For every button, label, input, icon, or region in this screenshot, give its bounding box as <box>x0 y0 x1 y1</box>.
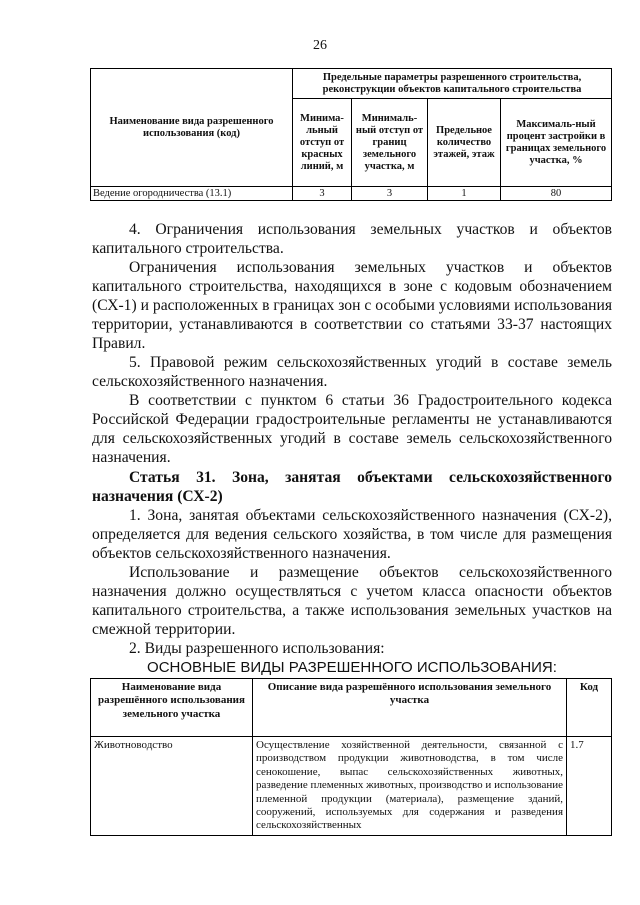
article-paragraph-1: 1. Зона, занятая объектами сельскохозяйственного назначения (СХ-2), определяется для ведения сельского хозяйства, в том числе для размещения объектов сельскохозяйственного назначения. <box>92 507 612 562</box>
params-col-min-border: Минималь-ный отступ от границ земельного участка, м <box>352 99 428 187</box>
article-heading: Статья 31. Зона, занятая объектами сельскохозяйственного назначения (СХ-2) <box>92 469 612 505</box>
article-paragraph-2: 2. Виды разрешенного использования: <box>129 640 385 657</box>
uses-col-desc: Описание вида разрешённого использования земельного участка <box>253 679 567 737</box>
params-col-max-pct: Максималь-ный процент застройки в границах земельного участка, % <box>501 99 612 187</box>
params-table <box>90 68 612 201</box>
params-col-min-red: Минима-льный отступ от красных линий, м <box>293 99 352 187</box>
uses-row-name: Животноводство <box>91 737 253 836</box>
uses-row-desc: Осуществление хозяйственной деятельности, связанной с производством продукции животноводства, в том числе сенокошение, выпас сельскохозяйственных животных, разведение племенных животных, производство и использование племенной продукции (материала), размещение зданий, сооружений, используемых для содержания и разведения сельскохозяйственных <box>253 737 567 836</box>
section-4-5 <box>92 220 612 467</box>
params-row-name: Ведение огородничества (13.1) <box>91 187 293 201</box>
article-31 <box>92 468 612 658</box>
page-number: 26 <box>313 38 327 53</box>
paragraph-5-title: 5. Правовой режим сельскохозяйственных угодий в составе земель сельскохозяйственного назначения. <box>92 354 612 390</box>
paragraph-4-title: 4. Ограничения использования земельных участков и объектов капитального строительства. <box>92 221 612 257</box>
uses-row-code: 1.7 <box>567 737 612 836</box>
article-paragraph-usage: Использование и размещение объектов сельскохозяйственного назначения должно осуществляться с учетом класса опасности объектов капитального строительства, а также использования земельных участков на смежной территории. <box>92 564 612 638</box>
params-col-floors: Предельное количество этажей, этаж <box>428 99 501 187</box>
params-row-min-border: 3 <box>352 187 428 201</box>
paragraph-4-text: Ограничения использования земельных участков и объектов капитального строительства, находящихся в зоне с кодовым обозначением (СХ-1) и расположенных в границах зон с особыми условиями использования территории, устанавливаются в соответствии со статьями 33-37 настоящих Правил. <box>92 259 612 352</box>
uses-col-code: Код <box>567 679 612 737</box>
uses-table <box>90 678 612 836</box>
params-group-header: Предельные параметры разрешенного строительства, реконструкции объектов капитального строительства <box>293 69 612 99</box>
params-col-name: Наименование вида разрешенного использования (код) <box>91 69 293 187</box>
params-row-floors: 1 <box>428 187 501 201</box>
paragraph-5-text: В соответствии с пунктом 6 статьи 36 Градостроительного кодекса Российской Федерации градостроительные регламенты не устанавливаются для сельскохозяйственных угодий в составе земель сельскохозяйственного назначения. <box>92 392 612 466</box>
uses-col-name: Наименование вида разрешённого использования земельного участка <box>91 679 253 737</box>
params-row-max-pct: 80 <box>501 187 612 201</box>
params-row-min-red: 3 <box>293 187 352 201</box>
uses-title: ОСНОВНЫЕ ВИДЫ РАЗРЕШЕННОГО ИСПОЛЬЗОВАНИЯ: <box>147 659 557 676</box>
